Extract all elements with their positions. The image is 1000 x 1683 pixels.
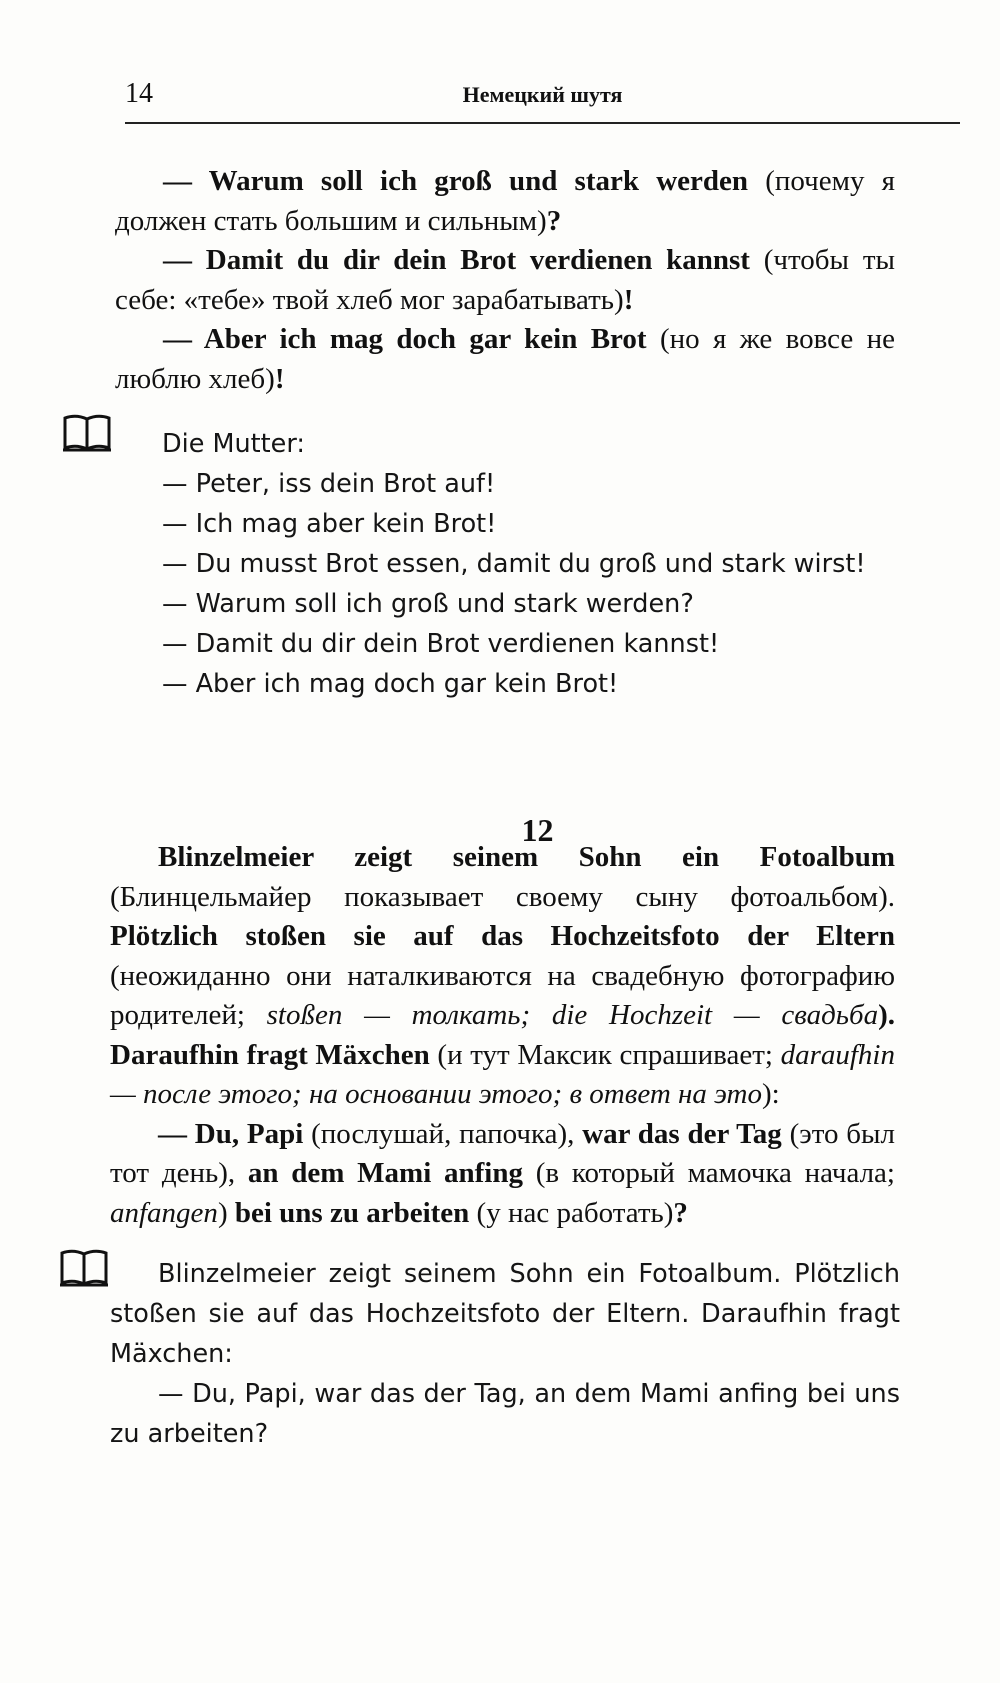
parallel-line: — Damit du dir dein Brot verdienen kannst (чтобы ты себе: «тебе» твой хлеб мог зарабатывать)! [115,244,895,316]
original-line: — Aber ich mag doch gar kein Brot! [162,669,619,699]
parallel-line: — Aber ich mag doch gar kein Brot (но я же вовсе не люблю хлеб)! [115,323,895,395]
original-line: — Ich mag aber kein Brot! [162,509,497,539]
page-number: 14 [125,78,153,109]
open-book-icon [62,412,112,454]
original-line: — Du, Papi, war das der Tag, an dem Mami anfing bei uns zu arbeiten? [110,1379,900,1449]
original-line: — Du musst Brot essen, damit du groß und stark wirst! [162,549,866,579]
original-line: — Peter, iss dein Brot auf! [162,469,496,499]
original-line: — Warum soll ich groß und stark werden? [162,589,694,619]
parallel-line: — Warum soll ich groß und stark werden (почему я должен стать большим и сильным)? [115,165,896,237]
parallel-text-2 [110,838,895,1233]
parallel-text-1 [115,162,895,399]
original-text-2 [110,1254,900,1454]
parallel-paragraph: — Du, Papi (послушай, папочка), war das der Tag (это был тот день), an dem Mami anfing (в который мамочка начала; anfangen) bei uns zu arbeiten (у нас работать)? [110,1117,895,1229]
running-title: Немецкий шутя [462,82,623,107]
original-narrative: Blinzelmeier zeigt seinem Sohn ein Fotoalbum. Plötzlich stoßen sie auf das Hochzeitsfoto der Eltern. Daraufhin fragt Mäxchen: [110,1259,900,1369]
page-header [125,72,960,124]
original-line: — Damit du dir dein Brot verdienen kannst! [162,629,720,659]
original-text-1 [162,424,962,704]
original-line: Die Mutter: [162,429,305,459]
parallel-paragraph: Blinzelmeier zeigt seinem Sohn ein Fotoalbum (Блинцельмайер показывает своему сыну фотоальбом). Plötzlich stoßen sie auf das Hochzeitsfoto der Eltern (неожиданно они наталкиваются на свадебную фотографию родителей; stoßen — толкать; die Hochzeit — свадьба). Daraufhin fragt Mäxchen (и тут Максик спрашивает; daraufhin — после этого; на основании этого; в ответ на это): [110,841,895,1110]
section-number: 12 [521,812,554,848]
open-book-icon [58,1247,110,1289]
